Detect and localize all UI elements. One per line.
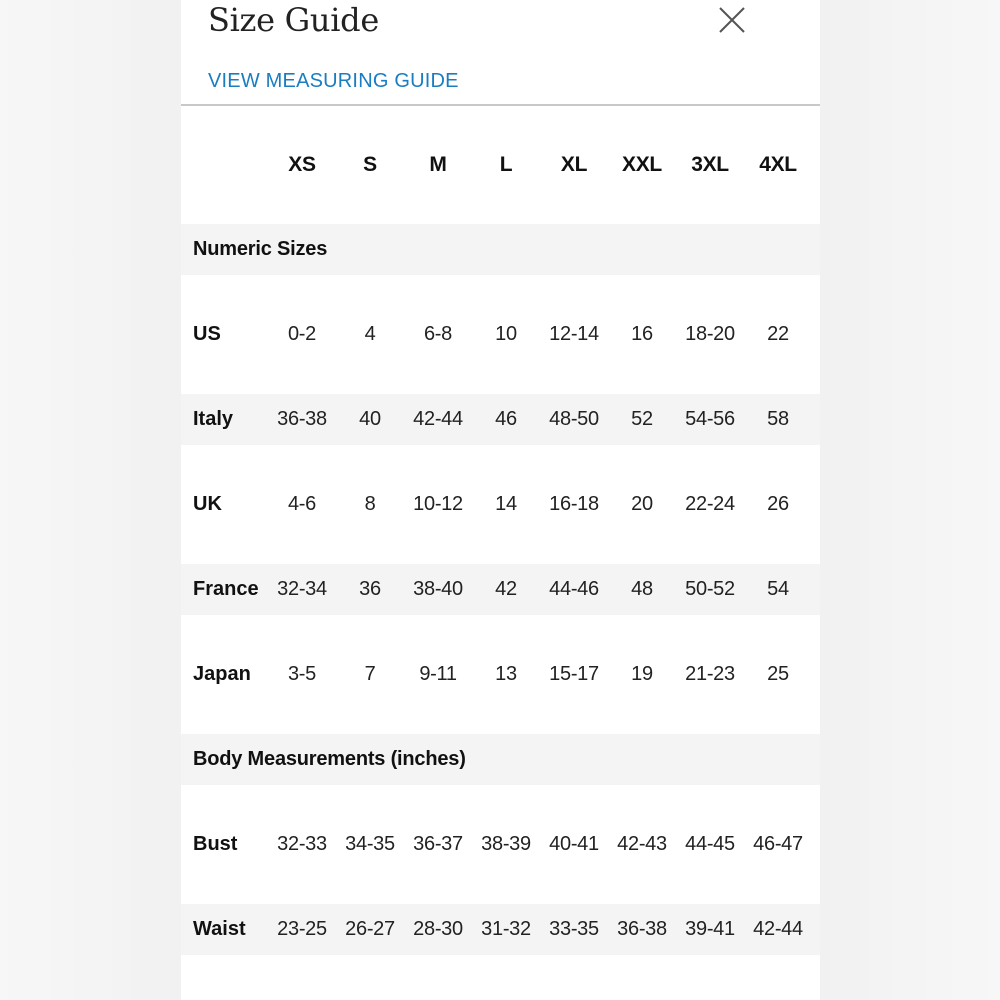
table-cell: 19 <box>631 663 653 685</box>
table-cell: 48-50 <box>549 408 599 430</box>
row-label: Waist <box>193 918 246 940</box>
section-title: Numeric Sizes <box>193 238 328 260</box>
size-header-cell: L <box>499 153 513 176</box>
table-cell: 42-43 <box>617 833 667 855</box>
section-header-body-measurements <box>181 734 820 785</box>
table-row-france <box>181 564 820 615</box>
table-cell: 21-23 <box>685 663 735 685</box>
table-row-waist <box>181 904 820 955</box>
size-header-cell: XXL <box>622 153 662 176</box>
table-cell: 28-30 <box>413 918 463 940</box>
section-header-numeric <box>181 224 820 275</box>
row-label: Bust <box>193 833 238 855</box>
table-cell: 52 <box>631 408 653 430</box>
size-guide-modal <box>181 0 820 1000</box>
size-header-cell: XS <box>288 153 316 176</box>
size-header-cell: 4XL <box>759 153 797 176</box>
table-cell: 36-38 <box>277 408 327 430</box>
table-cell: 42-44 <box>413 408 463 430</box>
table-cell: 4-6 <box>287 493 316 515</box>
table-cell: 3-5 <box>287 663 316 685</box>
table-cell: 46 <box>495 408 517 430</box>
table-cell: 33-35 <box>549 918 599 940</box>
table-row-uk <box>181 445 820 564</box>
table-cell: 9-11 <box>419 663 457 685</box>
table-cell: 23-25 <box>277 918 327 940</box>
table-row-next <box>181 955 820 1000</box>
row-label: Italy <box>193 408 234 430</box>
table-cell: 10-12 <box>413 493 463 515</box>
close-button[interactable] <box>716 4 748 36</box>
row-label: UK <box>193 493 222 515</box>
table-cell: 13 <box>495 663 517 685</box>
table-cell: 31-32 <box>481 918 531 940</box>
table-cell: 22-24 <box>685 493 735 515</box>
table-cell: 6-8 <box>423 323 452 345</box>
size-header-row <box>181 106 820 224</box>
close-icon <box>716 4 748 36</box>
table-cell: 36 <box>359 578 381 600</box>
size-header-cell: XL <box>560 153 588 176</box>
table-cell: 38-40 <box>413 578 463 600</box>
table-cell: 8 <box>364 493 376 515</box>
table-cell: 54-56 <box>685 408 735 430</box>
modal-title: Size Guide <box>208 1 379 39</box>
row-label: Japan <box>193 663 251 685</box>
table-cell: 20 <box>631 493 653 515</box>
table-cell: 48 <box>631 578 653 600</box>
table-cell: 32-34 <box>277 578 327 600</box>
table-cell: 40-41 <box>549 833 599 855</box>
table-row-japan <box>181 615 820 734</box>
table-cell: 26-27 <box>345 918 395 940</box>
modal-header <box>181 0 820 106</box>
table-cell: 15-17 <box>549 663 599 685</box>
table-cell: 34-35 <box>345 833 395 855</box>
table-cell: 4 <box>364 323 376 345</box>
size-header-cell: S <box>363 153 377 176</box>
backdrop-left <box>0 0 181 1000</box>
row-label: France <box>193 578 259 600</box>
table-cell: 40 <box>359 408 381 430</box>
table-cell: 10 <box>495 323 517 345</box>
section-title: Body Measurements (inches) <box>193 748 466 770</box>
table-cell: 16 <box>631 323 653 345</box>
table-cell: 50-52 <box>685 578 735 600</box>
table-cell: 36-38 <box>617 918 667 940</box>
table-cell: 7 <box>364 663 376 685</box>
table-cell: 0-2 <box>287 323 316 345</box>
table-cell: 22 <box>767 323 789 345</box>
table-cell: 44-46 <box>549 578 599 600</box>
table-cell: 44-45 <box>685 833 735 855</box>
backdrop-right <box>819 0 1000 1000</box>
table-cell: 46-47 <box>753 833 803 855</box>
table-cell: 39-41 <box>685 918 735 940</box>
table-row-italy <box>181 394 820 445</box>
table-cell: 26 <box>767 493 789 515</box>
table-cell: 12-14 <box>549 323 599 345</box>
table-row-us <box>181 275 820 394</box>
table-cell: 54 <box>767 578 789 600</box>
table-cell: 14 <box>495 493 517 515</box>
size-table <box>181 106 820 1000</box>
table-cell: 16-18 <box>549 493 599 515</box>
size-header-cell: M <box>429 153 447 176</box>
table-cell: 42-44 <box>753 918 803 940</box>
row-label: US <box>193 323 221 345</box>
table-cell: 38-39 <box>481 833 531 855</box>
table-cell: 25 <box>767 663 789 685</box>
size-header-cell: 3XL <box>691 153 729 176</box>
table-row-bust <box>181 785 820 904</box>
table-cell: 58 <box>767 408 789 430</box>
table-cell: 36-37 <box>413 833 463 855</box>
table-cell: 42 <box>495 578 517 600</box>
table-cell: 32-33 <box>277 833 327 855</box>
table-cell: 18-20 <box>685 323 735 345</box>
view-measuring-guide-link[interactable]: VIEW MEASURING GUIDE <box>208 70 459 92</box>
